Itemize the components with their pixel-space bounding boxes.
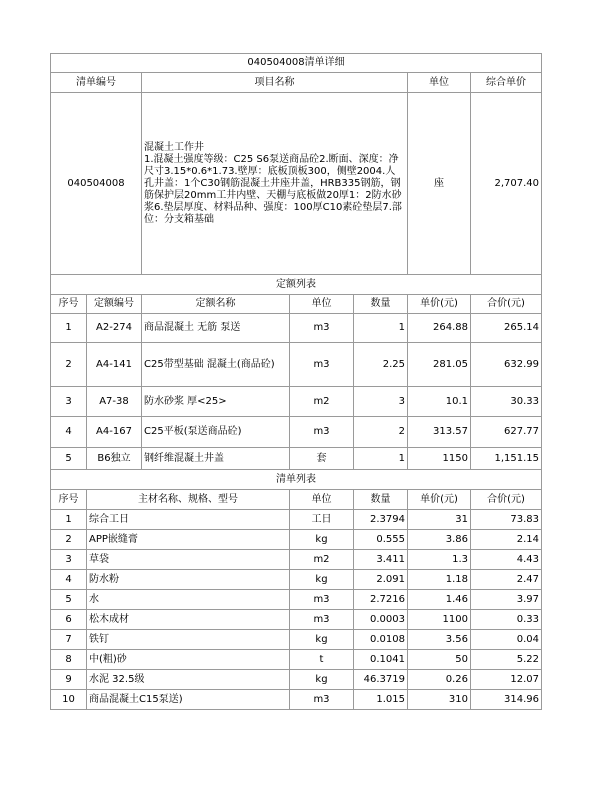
- material-total: 12.07: [471, 670, 542, 690]
- material-price: 0.26: [408, 670, 471, 690]
- material-no: 4: [51, 570, 87, 590]
- material-total: 2.14: [471, 530, 542, 550]
- material-price: 31: [408, 510, 471, 530]
- material-row: [51, 570, 542, 590]
- item-price: 2,707.40: [471, 93, 542, 275]
- quota-section-title: 定额列表: [51, 275, 542, 295]
- material-row: [51, 650, 542, 670]
- material-price: 3.56: [408, 630, 471, 650]
- material-name: 草袋: [87, 550, 290, 570]
- header-unit: 单位: [408, 73, 471, 93]
- material-row: [51, 670, 542, 690]
- material-no: 10: [51, 690, 87, 710]
- quota-row: 4 A4-167 C25平板(泵送商品砼) m3 2 313.57 627.77: [51, 417, 542, 448]
- material-row: [51, 590, 542, 610]
- material-no: 2: [51, 530, 87, 550]
- item-unit: 座: [408, 93, 471, 275]
- material-name: 综合工日: [87, 510, 290, 530]
- material-qty: 2.091: [354, 570, 408, 590]
- material-unit: kg: [290, 530, 354, 550]
- material-total: 3.97: [471, 590, 542, 610]
- material-no: 7: [51, 630, 87, 650]
- material-price: 1.18: [408, 570, 471, 590]
- material-unit: kg: [290, 570, 354, 590]
- material-qty: 0.0003: [354, 610, 408, 630]
- quota-row: 5 B6独立 钢纤维混凝土井盖 套 1 1150 1,151.15: [51, 448, 542, 470]
- material-price: 1100: [408, 610, 471, 630]
- materials-header-name: 主材名称、规格、型号: [87, 490, 290, 510]
- material-no: 8: [51, 650, 87, 670]
- sheet-title: 040504008清单详细: [51, 54, 542, 73]
- material-qty: 0.0108: [354, 630, 408, 650]
- material-unit: m3: [290, 590, 354, 610]
- material-unit: m3: [290, 690, 354, 710]
- material-price: 1.3: [408, 550, 471, 570]
- material-name: APP嵌缝膏: [87, 530, 290, 550]
- material-no: 6: [51, 610, 87, 630]
- material-unit: kg: [290, 630, 354, 650]
- material-qty: 46.3719: [354, 670, 408, 690]
- material-no: 5: [51, 590, 87, 610]
- material-row: [51, 510, 542, 530]
- material-price: 1.46: [408, 590, 471, 610]
- material-qty: 1.015: [354, 690, 408, 710]
- material-no: 1: [51, 510, 87, 530]
- materials-header-unit: 单位: [290, 490, 354, 510]
- material-total: 0.04: [471, 630, 542, 650]
- item-description-heading: 混凝土工作井: [144, 141, 204, 153]
- material-total: 314.96: [471, 690, 542, 710]
- quota-row: 2 A4-141 C25带型基础 混凝土(商品砼) m3 2.25 281.05 632.99: [51, 343, 542, 387]
- quota-header-name: 定额名称: [142, 295, 290, 314]
- material-no: 3: [51, 550, 87, 570]
- quota-header-total: 合价(元): [471, 295, 542, 314]
- material-qty: 2.7216: [354, 590, 408, 610]
- quota-row: 1 A2-274 商品混凝土 无筋 泵送 m3 1 264.88 265.14: [51, 314, 542, 343]
- item-description: [142, 93, 408, 275]
- material-row: [51, 530, 542, 550]
- material-row: [51, 610, 542, 630]
- materials-header-total: 合价(元): [471, 490, 542, 510]
- material-unit: t: [290, 650, 354, 670]
- material-price: 50: [408, 650, 471, 670]
- material-total: 5.22: [471, 650, 542, 670]
- quota-header-no: 序号: [51, 295, 87, 314]
- material-name: 水泥 32.5级: [87, 670, 290, 690]
- material-name: 中(粗)砂: [87, 650, 290, 670]
- materials-header-qty: 数量: [354, 490, 408, 510]
- material-row: [51, 690, 542, 710]
- material-qty: 2.3794: [354, 510, 408, 530]
- item-code: 040504008: [51, 93, 142, 275]
- material-qty: 0.555: [354, 530, 408, 550]
- quota-header-code: 定额编号: [87, 295, 142, 314]
- material-total: 2.47: [471, 570, 542, 590]
- material-price: 310: [408, 690, 471, 710]
- quota-header-unit: 单位: [290, 295, 354, 314]
- bill-detail-table: [50, 53, 542, 710]
- header-code: 清单编号: [51, 73, 142, 93]
- material-name: 松木成材: [87, 610, 290, 630]
- material-qty: 3.411: [354, 550, 408, 570]
- material-name: 铁钉: [87, 630, 290, 650]
- quota-header-qty: 数量: [354, 295, 408, 314]
- item-description-body: 1.混凝土强度等级：C25 S6泵送商品砼2.断面、深度：净尺寸3.15*0.6*1.73.壁厚：底板顶板300，侧壁2004.人孔井盖：1个C30钢筋混凝土井座井盖，HRB335钢筋，钢筋保护层20mm工井内壁、天棚与底板做20厚1：2防水砂浆6.垫层厚度、材料品种、强度：100厚C10素砼垫层7.部位：分支箱基础: [144, 153, 402, 225]
- material-name: 水: [87, 590, 290, 610]
- materials-header-no: 序号: [51, 490, 87, 510]
- material-total: 4.43: [471, 550, 542, 570]
- material-unit: kg: [290, 670, 354, 690]
- quota-header-price: 单价(元): [408, 295, 471, 314]
- material-unit: m2: [290, 550, 354, 570]
- materials-header-price: 单价(元): [408, 490, 471, 510]
- material-name: 商品混凝土C15泵送): [87, 690, 290, 710]
- material-row: [51, 630, 542, 650]
- header-name: 项目名称: [142, 73, 408, 93]
- quota-row: 3 A7-38 防水砂浆 厚<25> m2 3 10.1 30.33: [51, 387, 542, 417]
- materials-section-title: 清单列表: [51, 470, 542, 490]
- material-no: 9: [51, 670, 87, 690]
- material-name: 防水粉: [87, 570, 290, 590]
- header-price: 综合单价: [471, 73, 542, 93]
- material-total: 0.33: [471, 610, 542, 630]
- material-unit: m3: [290, 610, 354, 630]
- material-price: 3.86: [408, 530, 471, 550]
- material-total: 73.83: [471, 510, 542, 530]
- material-row: [51, 550, 542, 570]
- material-qty: 0.1041: [354, 650, 408, 670]
- material-unit: 工日: [290, 510, 354, 530]
